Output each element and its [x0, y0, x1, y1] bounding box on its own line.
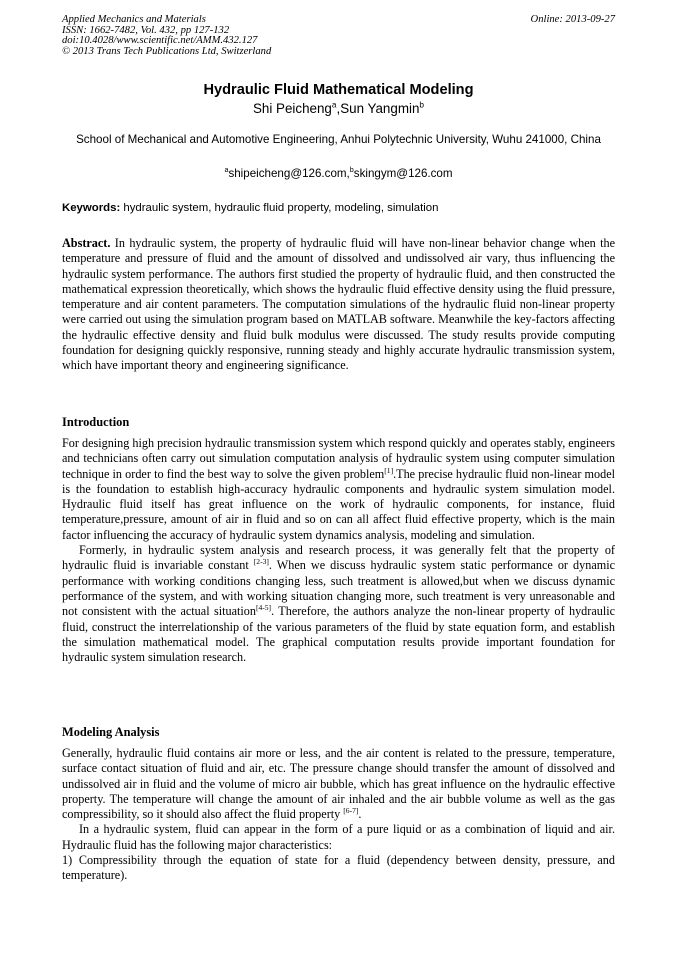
keywords-text: hydraulic system, hydraulic fluid property, modeling, simulation	[120, 202, 439, 214]
citation: [6-7]	[343, 806, 359, 816]
text: Generally, hydraulic fluid contains air more or less, and the air content is related to the pressure, temperature, surface contact situation of fluid and air, etc. The pressure change should transfer the amount of dissolved and undissolved air in fluid and the volume of micro air bubble, which has great influence on the hydraulic effective property. The temperature will change the amount of air inhaled and the air bubble volume as well as the gas compressibility, so it should also affect the fluid property	[62, 746, 615, 822]
text: .	[358, 807, 362, 822]
author-emails	[62, 167, 615, 180]
modeling-body	[62, 746, 615, 884]
paper-title: Hydraulic Fluid Mathematical Modeling	[203, 82, 474, 98]
copyright-line: © 2013 Trans Tech Publications Ltd, Switzerland	[62, 45, 272, 57]
introduction-body	[62, 436, 615, 665]
section-heading-modeling-analysis: Modeling Analysis	[62, 725, 160, 739]
issn-line: ISSN: 1662-7482, Vol. 432, pp 127-132	[62, 24, 230, 36]
email-link: skingym@126.com	[353, 167, 453, 180]
text: . When we discuss hydraulic system static performance or dynamic performance with working conditions changing less, such treatment is allowed,but when we discuss dynamic performance of the system, and with working situation changing more, such treatment is very unreasonable and not consistent with the actual situation	[62, 558, 615, 619]
doi-line: doi:10.4028/www.scientific.net/AMM.432.127	[62, 35, 258, 47]
affiliation: School of Mechanical and Automotive Engineering, Anhui Polytechnic University, Wuhu 241000, China	[76, 133, 601, 146]
paragraph: In a hydraulic system, fluid can appear in the form of a pure liquid or as a combination of liquid and air. Hydraulic fluid has the following major characteristics:	[62, 822, 615, 852]
citation: [1]	[384, 465, 394, 475]
keywords-label: Keywords:	[62, 202, 121, 214]
section-heading-introduction: Introduction	[62, 415, 130, 429]
list-item: 1) Compressibility through the equation of state for a fluid (dependency between density, pressure, and temperature).	[62, 853, 615, 883]
text: . Therefore, the authors analyze the non-linear property of hydraulic fluid, construct the interrelationship of the various parameters of the fluid by state equation form, and establish the simulation mathematical model. The graphical computation results provide important foundation for hydraulic system simulation research.	[62, 604, 616, 665]
text: For designing high precision hydraulic transmission system which respond quickly and operates stably, engineers and technicians often carry out simulation computation analysis of hydraulic system using computer simulation technique in order to find the best way to solve the given problem	[62, 436, 615, 481]
email-sup: a	[224, 165, 229, 175]
author-affil-sup: b	[419, 99, 425, 110]
email-sup: b	[349, 165, 354, 175]
paragraph	[62, 543, 615, 665]
author-list	[62, 101, 615, 116]
citation: [4-5]	[255, 603, 272, 613]
keywords	[62, 202, 615, 214]
text: .The precise hydraulic fluid non-linear model is the foundation to establish high-accuracy hydraulic components and hydraulic system simulation model. Hydraulic fluid itself has great influence on the work of hydraulic components, for instance, fluid temperature,pressure, amount of air in fluid and so on can all affect fluid effective property, which is the main factor influencing the accuracy of hydraulic system dynamics analysis, modeling and simulation.	[62, 466, 616, 542]
citation: [2-3]	[253, 557, 269, 567]
author-affil-sup: a	[331, 99, 337, 110]
journal-name: Applied Mechanics and Materials	[62, 14, 206, 25]
paragraph	[62, 436, 615, 543]
online-date: Online: 2013-09-27	[530, 14, 615, 25]
abstract	[62, 236, 615, 374]
author-name: Sun Yangmin	[340, 101, 420, 116]
author-name: Shi Peicheng	[252, 101, 332, 116]
abstract-text: In hydraulic system, the property of hydraulic fluid will have non-linear behavior change when the temperature and pressure of fluid and the amount of dissolved and undissolved air vary, thus influencing the hydraulic system performance. The authors first studied the property of hydraulic fluid, and then constructed the mathematical expression theoretically, which shows the hydraulic fluid effective density using the fluid pressure, temperature and air content parameters. The computation simulations of the hydraulic fluid non-linear property were carried out using the simulation program based on MATLAB software. Meanwhile the key-factors affecting the hydraulic effective density and fluid bulk modulus were discussed. The study results provide computing foundation for designing quickly responsive, running steady and highly accurate hydraulic transmission system, which have important theory and engineering significance.	[62, 236, 615, 373]
paragraph	[62, 746, 615, 822]
publication-header	[62, 15, 271, 57]
text: Formerly, in hydraulic system analysis and research process, it was generally felt that the property of hydraulic fluid is invariable constant	[62, 543, 615, 573]
email-link: shipeicheng@126.com,	[228, 167, 350, 180]
abstract-label: Abstract.	[62, 236, 111, 250]
author-separator: ,	[336, 101, 341, 116]
